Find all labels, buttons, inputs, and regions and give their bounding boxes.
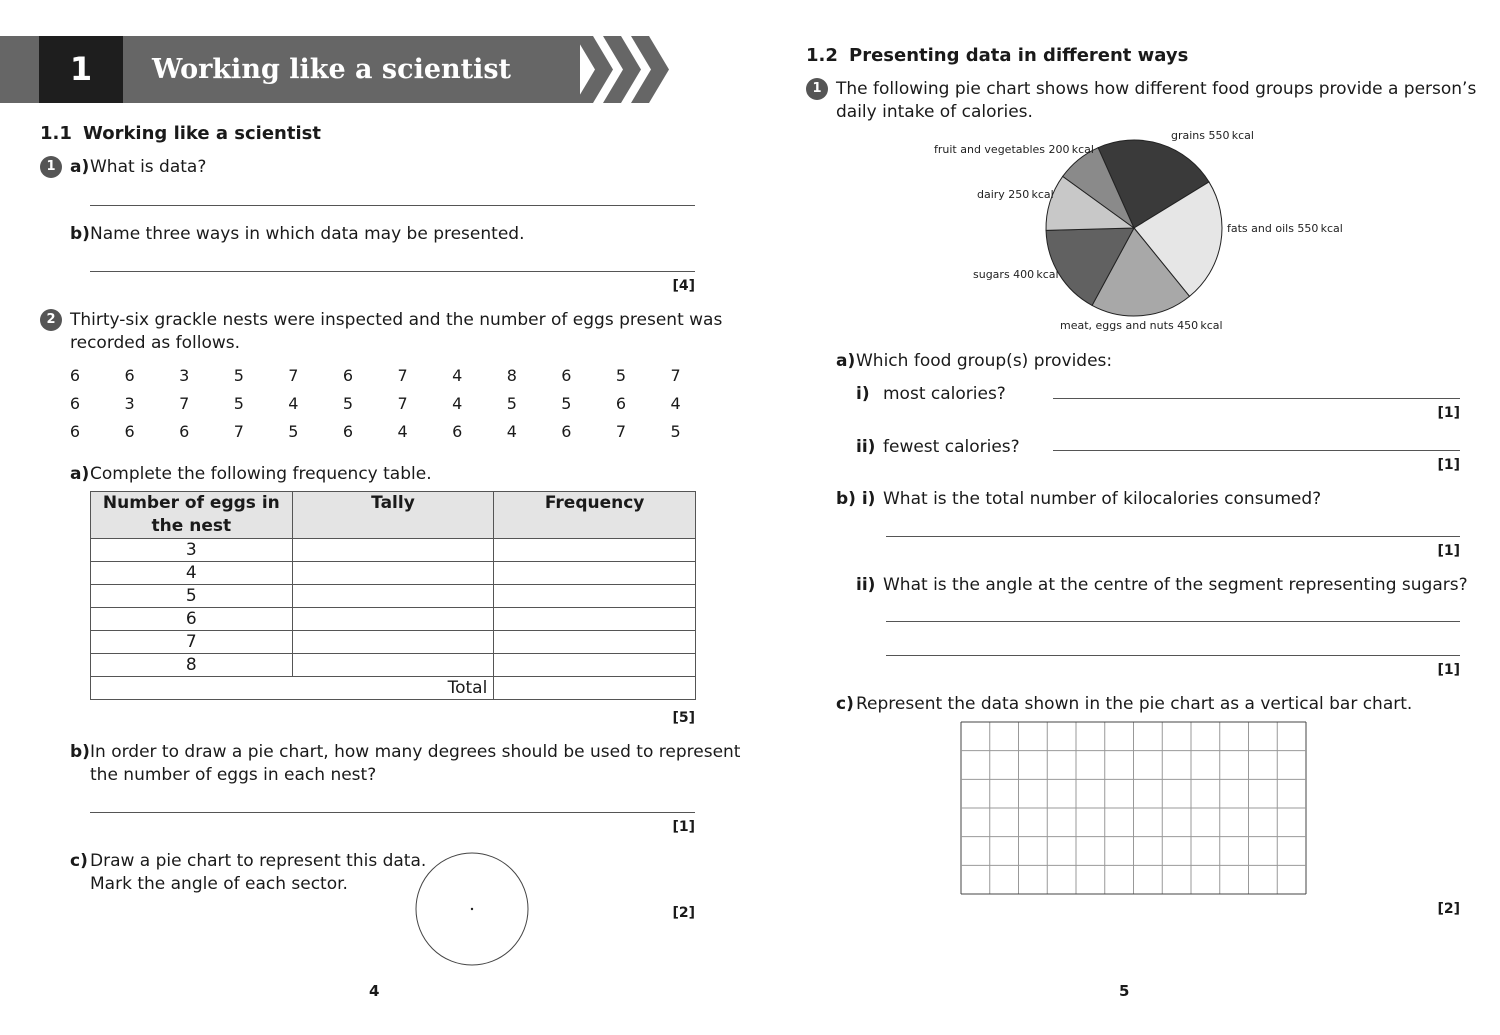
data-value: 7	[233, 422, 244, 441]
table-cell: 4	[91, 562, 293, 585]
question-text: Thirty-six grackle nests were inspected and the number of eggs present was	[70, 310, 723, 330]
part-label: ii)	[856, 575, 876, 595]
answer-line[interactable]	[886, 621, 1460, 622]
data-value: 4	[452, 394, 463, 413]
data-value: 3	[179, 366, 190, 385]
tally-cell[interactable]	[292, 562, 494, 585]
question-text: Mark the angle of each sector.	[90, 874, 348, 894]
data-value: 7	[179, 394, 190, 413]
data-value: 5	[561, 394, 572, 413]
answer-line[interactable]	[1053, 398, 1460, 399]
part-label: ii)	[856, 437, 876, 457]
data-value: 6	[69, 394, 81, 413]
table-cell: 7	[91, 631, 293, 654]
marks-label: [1]	[1437, 405, 1460, 421]
frequency-cell[interactable]	[494, 585, 696, 608]
data-value: 7	[397, 366, 408, 385]
section-title: Working like a scientist	[83, 123, 321, 144]
part-label: a)	[836, 351, 856, 371]
marks-label: [1]	[672, 819, 695, 835]
part-label: i)	[856, 384, 870, 404]
frequency-cell[interactable]	[494, 631, 696, 654]
tally-cell[interactable]	[292, 585, 494, 608]
section-number: 1.1	[40, 123, 72, 144]
answer-line[interactable]	[90, 812, 695, 813]
data-value: 7	[670, 366, 681, 385]
marks-label: [1]	[1437, 457, 1460, 473]
frequency-cell[interactable]	[494, 654, 696, 677]
total-label: Total	[91, 677, 494, 700]
table-row	[91, 539, 696, 562]
data-value: 4	[288, 394, 299, 413]
answer-line[interactable]	[90, 205, 695, 206]
data-value: 5	[670, 422, 681, 441]
data-value: 6	[124, 366, 135, 385]
marks-label: [2]	[1437, 901, 1460, 917]
table-cell: 6	[91, 608, 293, 631]
calorie-pie-chart	[1040, 134, 1230, 324]
chevron-arrows-icon	[575, 36, 670, 103]
data-value: 7	[615, 422, 627, 441]
tally-cell[interactable]	[292, 631, 494, 654]
question-text: Draw a pie chart to represent this data.	[90, 851, 427, 871]
data-value: 4	[670, 394, 681, 413]
data-value: 6	[342, 422, 354, 441]
question-text: recorded as follows.	[70, 333, 241, 353]
table-row	[91, 631, 696, 654]
question-text: the number of eggs in each nest?	[90, 765, 377, 785]
data-value: 7	[288, 366, 299, 385]
frequency-cell[interactable]	[494, 562, 696, 585]
table-cell: 5	[91, 585, 293, 608]
data-value: 6	[179, 422, 190, 441]
marks-label: [4]	[672, 278, 695, 294]
data-value: 4	[397, 422, 408, 441]
table-header: Tally	[292, 492, 494, 539]
part-label: b)	[70, 742, 90, 762]
pie-label: fruit and vegetables 200 kcal	[934, 143, 1094, 156]
data-value: 4	[506, 422, 517, 441]
question-number-badge: 1	[40, 156, 62, 178]
answer-line[interactable]	[90, 271, 695, 272]
marks-label: [1]	[1437, 662, 1460, 678]
data-value: 5	[342, 394, 354, 413]
bar-chart-grid[interactable]	[960, 721, 1307, 895]
answer-line[interactable]	[1053, 450, 1460, 451]
page-number: 5	[1119, 982, 1130, 1000]
table-row-total	[91, 677, 696, 700]
data-value: 5	[615, 366, 627, 385]
tally-cell[interactable]	[292, 539, 494, 562]
question-text: Represent the data shown in the pie chart as a vertical bar chart.	[856, 694, 1413, 714]
part-label: c)	[836, 694, 854, 714]
data-value: 5	[288, 422, 299, 441]
part-label: b) i)	[836, 489, 876, 509]
data-value: 5	[233, 394, 244, 413]
table-cell: 8	[91, 654, 293, 677]
question-number-badge: 1	[806, 78, 828, 100]
question-text: What is data?	[90, 157, 207, 177]
data-value: 5	[233, 366, 244, 385]
pie-label: dairy 250 kcal	[977, 188, 1054, 201]
blank-pie-circle[interactable]	[414, 851, 530, 967]
table-row	[91, 585, 696, 608]
data-value: 6	[69, 366, 81, 385]
pie-label: fats and oils 550 kcal	[1227, 222, 1343, 235]
question-text: The following pie chart shows how different food groups provide a person’s	[836, 79, 1477, 99]
table-header: Number of eggs in the nest	[91, 492, 293, 539]
data-value: 6	[561, 366, 572, 385]
question-text: What is the angle at the centre of the segment representing sugars?	[883, 575, 1468, 595]
data-value: 6	[69, 422, 81, 441]
section-number: 1.2	[806, 45, 838, 66]
question-text: In order to draw a pie chart, how many degrees should be used to represent	[90, 742, 741, 762]
tally-cell[interactable]	[292, 654, 494, 677]
question-text: Complete the following frequency table.	[90, 464, 432, 484]
frequency-table	[90, 491, 696, 700]
page-number: 4	[369, 982, 380, 1000]
part-label: c)	[70, 851, 88, 871]
question-text: fewest calories?	[883, 437, 1020, 457]
data-value: 3	[124, 394, 135, 413]
frequency-cell[interactable]	[494, 539, 696, 562]
data-value: 6	[124, 422, 135, 441]
frequency-cell[interactable]	[494, 608, 696, 631]
pie-label: meat, eggs and nuts 450 kcal	[1060, 319, 1223, 332]
chapter-title: Working like a scientist	[152, 54, 512, 85]
data-value: 5	[506, 394, 517, 413]
part-label: a)	[70, 157, 90, 177]
question-number-badge: 2	[40, 309, 62, 331]
part-label: b)	[70, 224, 90, 244]
total-frequency-cell[interactable]	[494, 677, 696, 700]
data-value: 7	[397, 394, 408, 413]
marks-label: [2]	[672, 905, 695, 921]
marks-label: [5]	[672, 710, 695, 726]
marks-label: [1]	[1437, 543, 1460, 559]
data-value: 6	[561, 422, 572, 441]
data-value: 4	[452, 366, 463, 385]
data-value: 6	[452, 422, 463, 441]
answer-line[interactable]	[886, 536, 1460, 537]
tally-cell[interactable]	[292, 608, 494, 631]
question-text: What is the total number of kilocalories consumed?	[883, 489, 1322, 509]
table-row	[91, 654, 696, 677]
part-label: a)	[70, 464, 90, 484]
data-value: 8	[506, 366, 517, 385]
section-title: Presenting data in different ways	[849, 45, 1189, 66]
table-header: Frequency	[494, 492, 696, 539]
question-text: Name three ways in which data may be presented.	[90, 224, 525, 244]
question-text: Which food group(s) provides:	[856, 351, 1113, 371]
answer-line[interactable]	[886, 655, 1460, 656]
table-row	[91, 562, 696, 585]
data-value: 6	[615, 394, 627, 413]
data-value: 6	[342, 366, 354, 385]
pie-label: grains 550 kcal	[1171, 129, 1254, 142]
pie-label: sugars 400 kcal	[973, 268, 1059, 281]
table-row	[91, 608, 696, 631]
question-text: most calories?	[883, 384, 1006, 404]
chapter-number: 1	[39, 36, 123, 103]
table-cell: 3	[91, 539, 293, 562]
question-text: daily intake of calories.	[836, 102, 1033, 122]
